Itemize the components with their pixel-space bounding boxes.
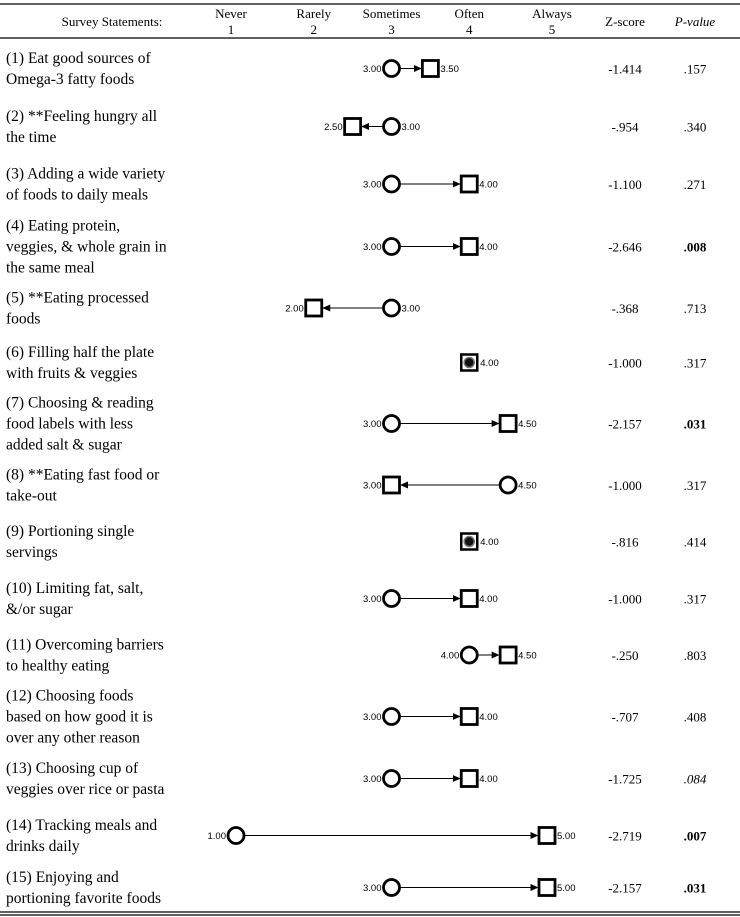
pre-value-label-5: 3.00	[401, 303, 420, 315]
pre-circle-1	[384, 61, 400, 77]
pre-value-label-8: 4.50	[518, 480, 537, 492]
statement-2-line-1: (2) **Feeling hungry all	[6, 108, 158, 125]
pvalue-4: .008	[683, 239, 707, 255]
statement-13-line-2: veggies over rice or pasta	[6, 781, 165, 798]
statement-12-line-1: (12) Choosing foods	[6, 687, 134, 705]
statement-3-line-2: of foods to daily meals	[6, 186, 149, 204]
pre-value-label-3: 3.00	[363, 179, 382, 191]
statement-8-line-2: take-out	[6, 487, 57, 505]
zscore-4: -2.646	[608, 239, 642, 255]
post-square-7	[500, 416, 516, 432]
post-square-10	[461, 591, 477, 607]
pre-value-label-2: 3.00	[401, 122, 420, 133]
statement-4-line-3: the same meal	[6, 259, 95, 277]
post-square-1	[422, 61, 438, 77]
post-value-label-6: 4.00	[480, 358, 499, 369]
statement-1-line-1: (1) Eat good sources of	[6, 50, 151, 67]
post-square-2	[345, 119, 361, 135]
pre-circle-9	[464, 537, 474, 547]
header-scale-label-3: Sometimes	[362, 6, 421, 21]
pvalue-6: .317	[683, 355, 707, 371]
pre-value-label-10: 3.00	[363, 594, 382, 605]
statement-7-line-2: food labels with less	[6, 415, 133, 433]
pvalue-1: .157	[683, 61, 707, 77]
zscore-3: -1.100	[608, 177, 642, 192]
statement-11-line-1: (11) Overcoming barriers	[6, 636, 164, 654]
zscore-5: -.368	[611, 301, 639, 316]
pre-circle-4	[384, 239, 400, 255]
statement-14-line-1: (14) Tracking meals and	[6, 817, 158, 834]
zscore-13: -1.725	[608, 771, 642, 787]
pvalue-9: .414	[683, 534, 707, 550]
pvalue-5: .713	[683, 301, 707, 316]
pvalue-10: .317	[683, 591, 707, 607]
header-pvalue: P-value	[674, 14, 716, 29]
post-square-4	[461, 239, 477, 255]
statement-10-line-2: &/or sugar	[6, 601, 73, 618]
statement-12-line-3: over any other reason	[6, 729, 140, 747]
zscore-12: -.707	[611, 709, 639, 725]
statement-15-line-2: portioning favorite foods	[6, 890, 161, 907]
header-scale-value-2: 2	[310, 22, 317, 37]
statement-6-line-2: with fruits & veggies	[6, 365, 138, 382]
pre-circle-15	[384, 880, 400, 896]
statement-14-line-2: drinks daily	[6, 838, 80, 855]
statement-10-line-1: (10) Limiting fat, salt,	[6, 580, 144, 597]
post-value-label-13: 4.00	[479, 774, 498, 785]
pvalue-3: .271	[683, 177, 707, 192]
header-scale-value-1: 1	[227, 22, 235, 37]
statement-15-line-1: (15) Enjoying and	[6, 869, 119, 886]
pvalue-13: .084	[683, 771, 707, 787]
post-value-label-15: 5.00	[557, 883, 576, 894]
header-scale-label-5: Always	[532, 6, 572, 21]
pre-circle-3	[384, 176, 400, 192]
zscore-6: -1.000	[608, 355, 642, 371]
pre-value-label-11: 4.00	[440, 650, 460, 662]
post-square-3	[461, 176, 477, 192]
pre-value-label-4: 3.00	[363, 242, 382, 253]
pvalue-2: .340	[683, 119, 707, 135]
zscore-7: -2.157	[608, 416, 642, 432]
post-value-label-4: 4.00	[479, 242, 498, 253]
statement-3-line-1: (3) Adding a wide variety	[6, 165, 166, 183]
statement-7-line-1: (7) Choosing & reading	[6, 394, 154, 412]
post-value-label-11: 4.50	[518, 650, 537, 662]
pre-circle-13	[384, 771, 400, 787]
post-value-label-2: 2.50	[324, 122, 343, 133]
post-value-label-14: 5.00	[557, 831, 576, 842]
header-zscore: Z-score	[605, 14, 645, 29]
pre-value-label-15: 3.00	[363, 883, 382, 894]
zscore-2: -.954	[611, 119, 639, 135]
post-square-5	[306, 300, 322, 316]
post-square-13	[461, 771, 477, 787]
post-square-14	[539, 828, 555, 844]
zscore-14: -2.719	[608, 828, 642, 844]
post-value-label-8: 3.00	[363, 480, 382, 492]
pre-circle-6	[464, 358, 474, 368]
post-square-15	[539, 880, 555, 896]
pre-circle-8	[500, 477, 516, 493]
pre-value-label-13: 3.00	[363, 774, 382, 785]
header-scale-value-4: 4	[466, 22, 473, 37]
pvalue-15: .031	[683, 880, 707, 896]
pvalue-11: .803	[683, 648, 707, 663]
pvalue-14: .007	[683, 828, 707, 844]
pre-circle-12	[384, 709, 400, 725]
post-square-11	[500, 647, 516, 663]
statement-9-line-2: servings	[6, 544, 58, 561]
statement-13-line-1: (13) Choosing cup of	[6, 760, 139, 777]
post-value-label-1: 3.50	[440, 64, 459, 75]
post-square-12	[461, 709, 477, 725]
pre-circle-11	[461, 647, 477, 663]
statement-8-line-1: (8) **Eating fast food or	[6, 466, 160, 484]
statement-4-line-2: veggies, & whole grain in	[6, 238, 167, 256]
header-scale-value-3: 3	[388, 22, 395, 37]
statement-11-line-2: to healthy eating	[6, 657, 110, 675]
pre-value-label-1: 3.00	[363, 64, 382, 75]
post-value-label-5: 2.00	[285, 303, 304, 315]
post-value-label-3: 4.00	[479, 179, 498, 191]
statement-7-line-3: added salt & sugar	[6, 436, 122, 454]
header-statements: Survey Statements:	[61, 14, 163, 29]
statement-9-line-1: (9) Portioning single	[6, 523, 135, 540]
statement-4-line-1: (4) Eating protein,	[6, 217, 121, 235]
post-value-label-9: 4.00	[480, 537, 499, 548]
statement-5-line-2: foods	[6, 310, 41, 328]
zscore-9: -.816	[611, 534, 639, 550]
pvalue-7: .031	[683, 416, 707, 432]
zscore-8: -1.000	[608, 478, 642, 493]
pre-circle-7	[384, 416, 400, 432]
statement-12-line-2: based on how good it is	[6, 708, 153, 726]
post-value-label-10: 4.00	[479, 594, 498, 605]
pvalue-12: .408	[683, 709, 707, 725]
post-square-8	[384, 477, 400, 493]
pre-circle-10	[384, 591, 400, 607]
header-scale-label-1: Never	[215, 6, 247, 21]
statement-2-line-2: the time	[6, 129, 57, 146]
header-scale-value-5: 5	[548, 22, 556, 37]
zscore-10: -1.000	[608, 591, 642, 607]
pre-value-label-14: 1.00	[207, 831, 226, 842]
pvalue-8: .317	[683, 478, 707, 493]
pre-circle-5	[384, 300, 400, 316]
statement-5-line-1: (5) **Eating processed	[6, 289, 149, 307]
zscore-15: -2.157	[608, 880, 642, 896]
statement-1-line-2: Omega-3 fatty foods	[6, 71, 135, 88]
post-value-label-12: 4.00	[479, 712, 498, 723]
pre-circle-14	[228, 828, 244, 844]
pre-circle-2	[384, 119, 400, 135]
pre-value-label-7: 3.00	[363, 419, 382, 430]
statement-6-line-1: (6) Filling half the plate	[6, 344, 155, 361]
post-value-label-7: 4.50	[518, 419, 537, 430]
header-scale-label-2: Rarely	[296, 6, 332, 21]
zscore-11: -.250	[611, 648, 639, 663]
header-scale-label-4: Often	[454, 6, 485, 21]
pre-value-label-12: 3.00	[363, 712, 382, 723]
zscore-1: -1.414	[608, 61, 642, 77]
